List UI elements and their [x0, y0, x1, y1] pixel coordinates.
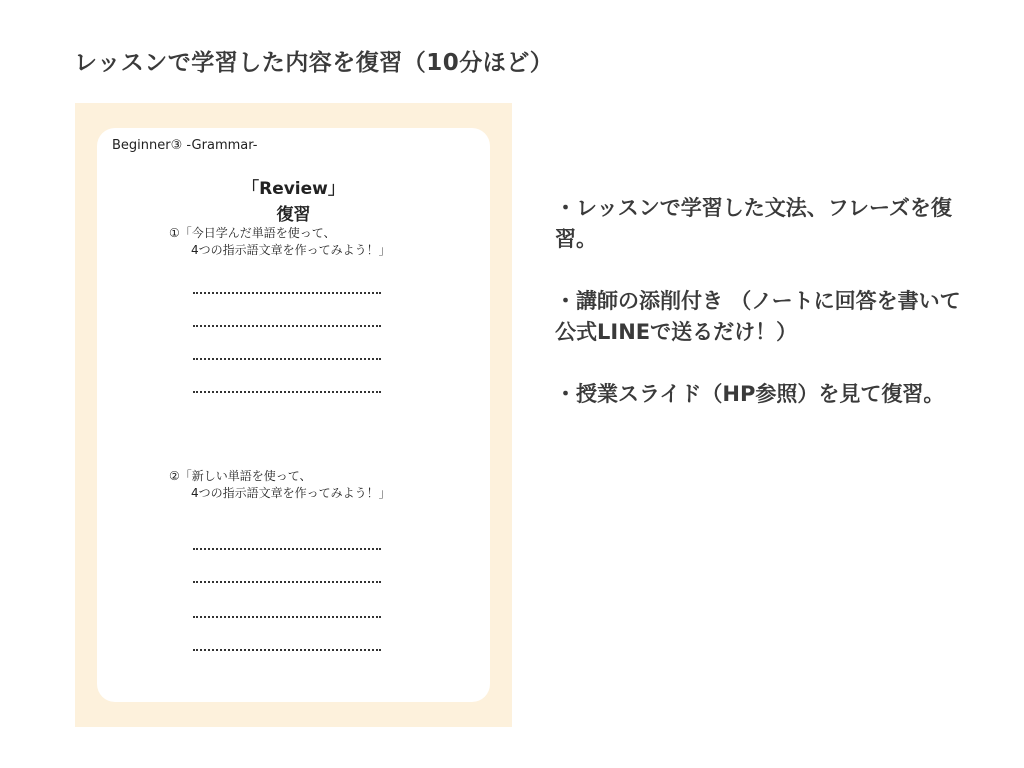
- worksheet-question-2: [169, 468, 391, 502]
- worksheet-review-title: 「Review」: [242, 179, 345, 199]
- worksheet-review-subtitle: 復習: [276, 205, 311, 225]
- bullet-item: ・講師の添削付き （ノートに回答を書いて公式LINEで送るだけ！）: [555, 289, 961, 344]
- answer-line: [193, 292, 381, 294]
- bullet-item: ・授業スライド（HP参照）を見て復習。: [555, 382, 945, 406]
- answer-line: [193, 325, 381, 327]
- question-2-line-1: ②「新しい単語を使って、: [169, 469, 312, 483]
- worksheet-header: Beginner③ -Grammar-: [112, 138, 258, 153]
- answer-line: [193, 581, 381, 583]
- answer-line: [193, 391, 381, 393]
- answer-line: [193, 548, 381, 550]
- question-1-line-2: 4つの指示語文章を作ってみよう！」: [191, 243, 391, 257]
- answer-line: [193, 649, 381, 651]
- question-1-line-1: ①「今日学んだ単語を使って、: [169, 226, 336, 240]
- question-2-line-2: 4つの指示語文章を作ってみよう！」: [191, 486, 391, 500]
- answer-line: [193, 358, 381, 360]
- worksheet-image: [75, 103, 512, 727]
- bullet-list: [555, 193, 975, 441]
- worksheet-card: [97, 128, 490, 702]
- worksheet-question-1: [169, 225, 391, 259]
- answer-line: [193, 616, 381, 618]
- bullet-item: ・レッスンで学習した文法、フレーズを復習。: [555, 196, 952, 251]
- page-title: レッスンで学習した内容を復習（10分ほど）: [74, 50, 554, 76]
